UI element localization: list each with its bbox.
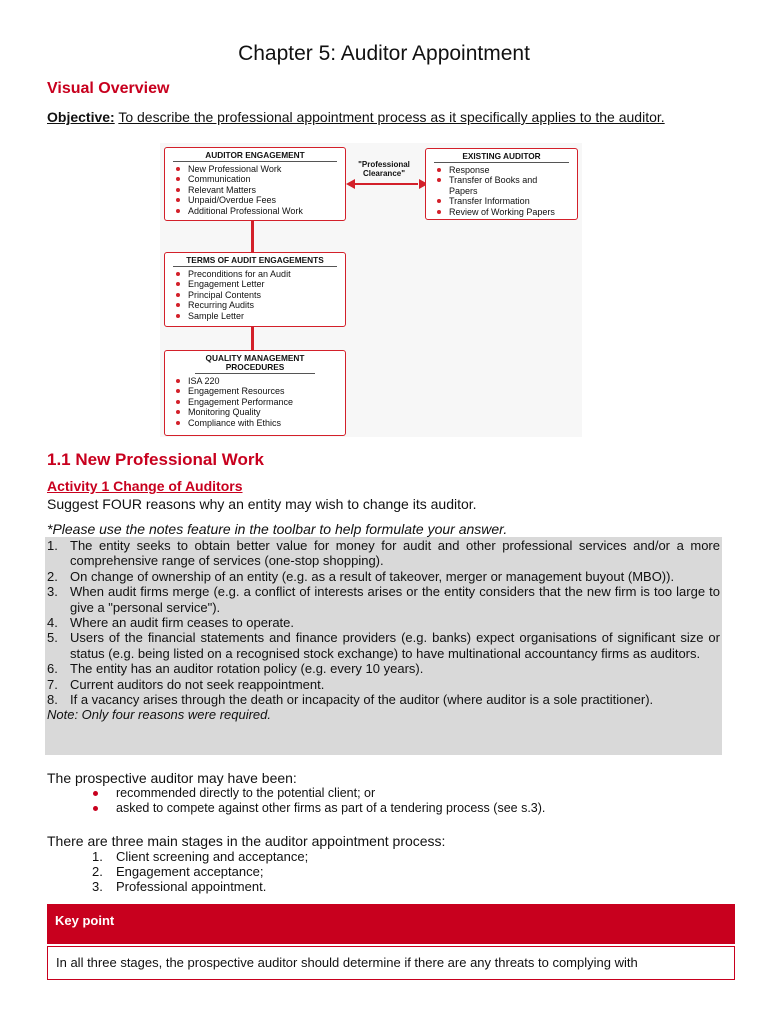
- stage-item: 3. Professional appointment.: [92, 879, 267, 894]
- engagement-item: Additional Professional Work: [173, 206, 345, 216]
- quality-item: Engagement Performance: [173, 397, 345, 407]
- terms-item: Engagement Letter: [173, 279, 345, 289]
- quality-heading: QUALITY MANAGEMENT PROCEDURES: [195, 351, 315, 374]
- answer-item: 4. Where an audit firm ceases to operate.: [47, 615, 295, 631]
- existing-auditor-box: [425, 148, 578, 220]
- stage-item: 1. Client screening and acceptance;: [92, 849, 309, 864]
- quality-item: Engagement Resources: [173, 386, 345, 396]
- engagement-item: New Professional Work: [173, 164, 345, 174]
- bullet-item: asked to compete against other firms as part of a tendering process (see s.3).: [90, 801, 545, 816]
- engagement-item: Communication: [173, 174, 345, 184]
- quality-item: Monitoring Quality: [173, 407, 345, 417]
- objective-label: Objective:: [47, 109, 115, 125]
- answer-item: 6. The entity has an auditor rotation policy (e.g. every 10 years).: [47, 661, 424, 677]
- stages-list: [92, 849, 308, 894]
- activity-heading: Activity 1 Change of Auditors: [47, 478, 243, 494]
- answer-item: 5. Users of the financial statements and finance providers (e.g. banks) expect organisations of significant size or status (e.g. being listed on a recognised stock exchange) to have multinational accountancy firms as auditors.: [47, 630, 720, 661]
- auditor-engagement-box: [164, 147, 346, 221]
- terms-item: Sample Letter: [173, 311, 345, 321]
- notes-hint: *Please use the notes feature in the toolbar to help formulate your answer.: [47, 521, 508, 537]
- quality-item: Compliance with Ethics: [173, 418, 345, 428]
- terms-item: Recurring Audits: [173, 300, 345, 310]
- arrowheads-icon: [346, 178, 428, 190]
- answer-item: 7. Current auditors do not seek reappointment.: [47, 676, 325, 692]
- key-point-label: Key point: [55, 913, 115, 928]
- answer-item: 3. When audit firms merge (e.g. a conflict of interests arises or the entity considers that the new firm is too large to give a "personal service").: [47, 584, 720, 615]
- connector-line: [251, 326, 254, 350]
- key-point-header: [47, 904, 735, 944]
- prospective-intro: The prospective auditor may have been:: [47, 770, 297, 786]
- connector-line: [251, 220, 254, 252]
- key-point-body: [47, 946, 735, 980]
- answer-box: [45, 537, 722, 755]
- existing-item: Response: [434, 165, 577, 175]
- quality-item: ISA 220: [173, 376, 345, 386]
- terms-box: [164, 252, 346, 327]
- overview-diagram: [160, 143, 582, 437]
- engagement-item: Unpaid/Overdue Fees: [173, 195, 345, 205]
- bullet-item: recommended directly to the potential client; or: [90, 786, 545, 801]
- prospective-list: [90, 786, 545, 816]
- quality-box: [164, 350, 346, 436]
- answer-item: 2. On change of ownership of an entity (e.g. as a result of takeover, merger or management buyout (MBO)).: [47, 568, 675, 584]
- answer-note: Note: Only four reasons were required.: [47, 707, 271, 723]
- objective-text: To describe the professional appointment process as it specifically applies to the auditor.: [118, 109, 665, 125]
- existing-item: Transfer of Books and Papers: [434, 175, 559, 196]
- terms-item: Preconditions for an Audit: [173, 269, 345, 279]
- answer-item: 1. The entity seeks to obtain better value for money for audit and other professional services and/or a more comprehensive range of services (one-stop shopping).: [47, 538, 720, 569]
- stage-item: 2. Engagement acceptance;: [92, 864, 264, 879]
- page-title: Chapter 5: Auditor Appointment: [238, 42, 530, 65]
- section-heading: 1.1 New Professional Work: [47, 450, 264, 469]
- existing-auditor-heading: EXISTING AUDITOR: [434, 149, 569, 163]
- terms-item: Principal Contents: [173, 290, 345, 300]
- auditor-engagement-heading: AUDITOR ENGAGEMENT: [173, 148, 337, 162]
- existing-item: Transfer Information: [434, 196, 577, 206]
- key-point-text: In all three stages, the prospective auditor should determine if there are any threats to complying with: [56, 955, 638, 970]
- answer-item: 8. If a vacancy arises through the death or incapacity of the auditor (where auditor is a sole practitioner).: [47, 692, 654, 708]
- engagement-item: Relevant Matters: [173, 185, 345, 195]
- existing-item: Review of Working Papers: [434, 207, 577, 217]
- professional-clearance-label: "Professional Clearance": [358, 160, 410, 178]
- visual-overview-heading: Visual Overview: [47, 80, 170, 97]
- objective-paragraph: [47, 109, 720, 125]
- terms-heading: TERMS OF AUDIT ENGAGEMENTS: [173, 253, 337, 267]
- stages-intro: There are three main stages in the auditor appointment process:: [47, 833, 446, 849]
- activity-question: Suggest FOUR reasons why an entity may wish to change its auditor.: [47, 496, 477, 512]
